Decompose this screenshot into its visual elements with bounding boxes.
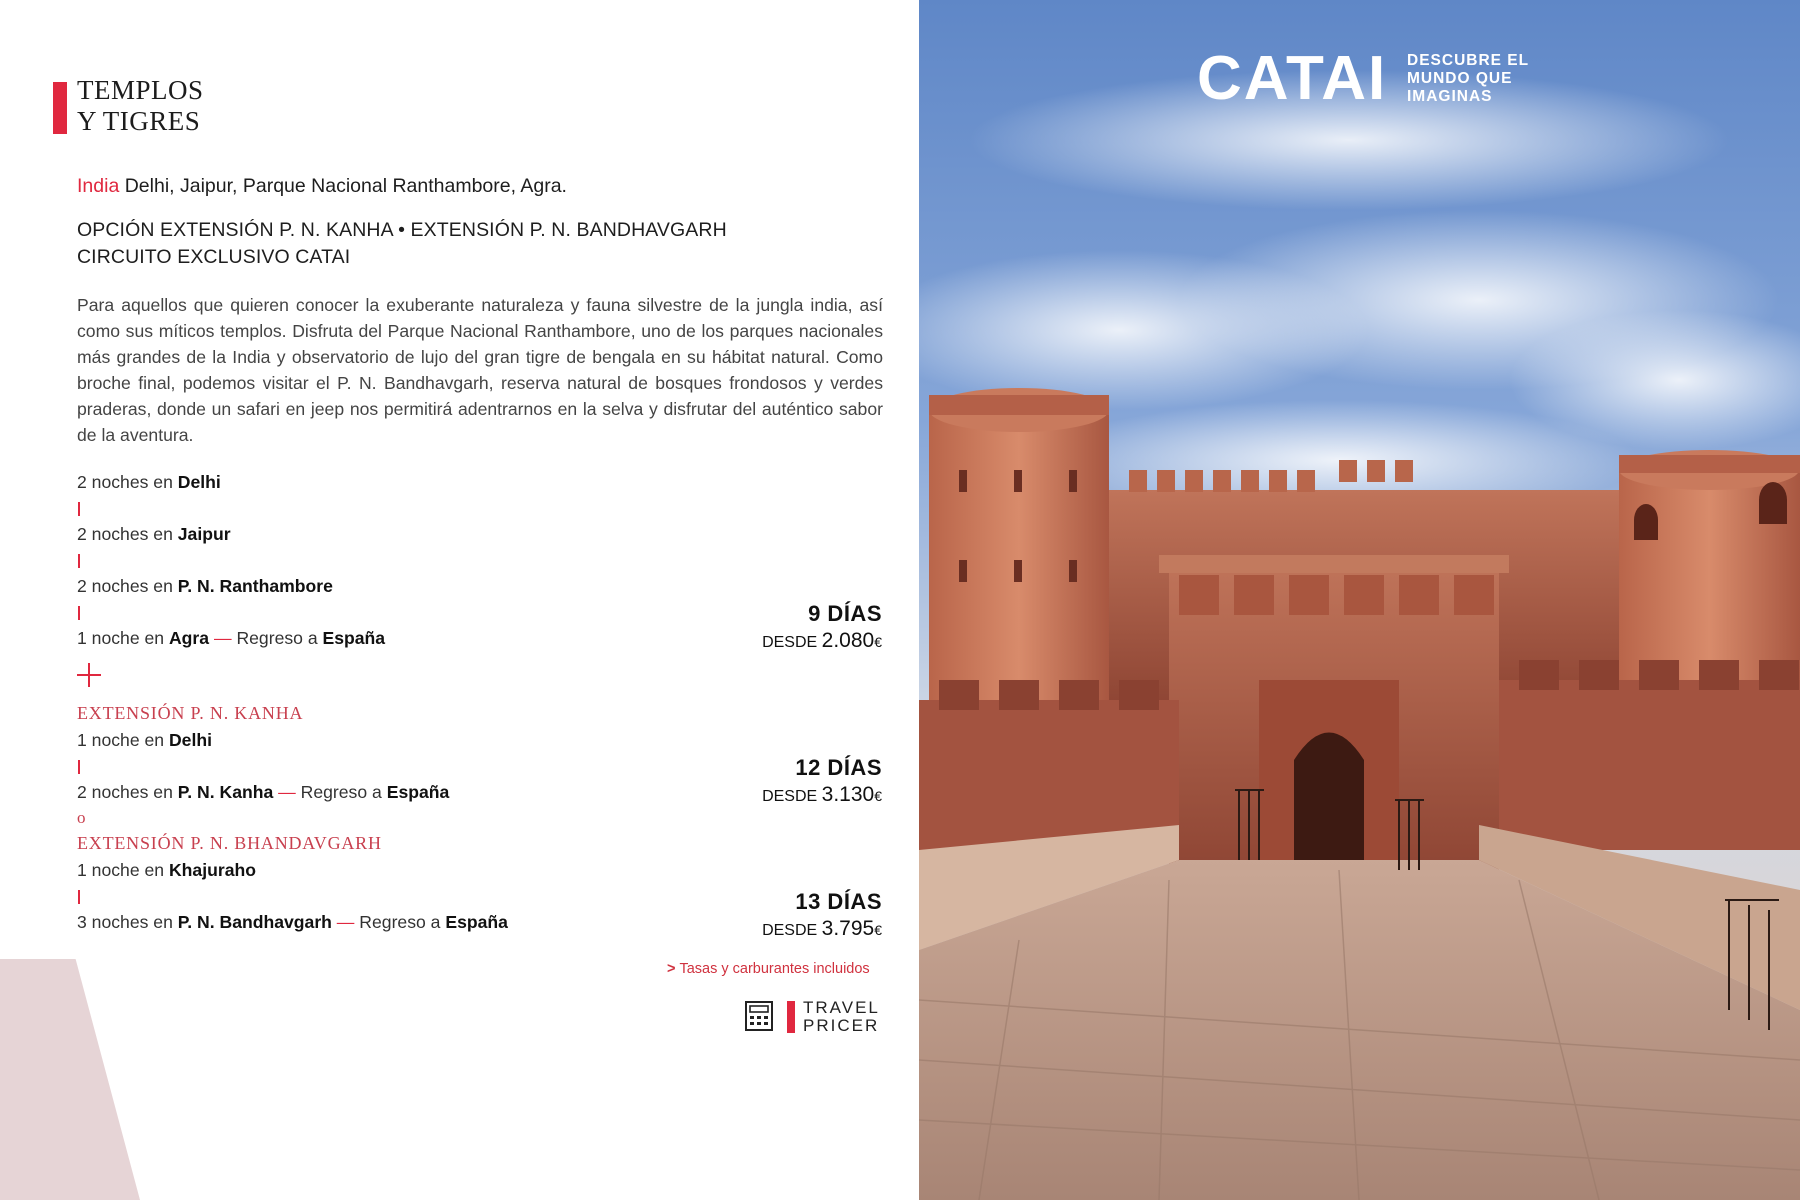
itinerary-separator (78, 606, 80, 620)
fort-photo (919, 0, 1800, 1200)
calculator-icon (745, 1001, 773, 1031)
price-amount: 3.130 (821, 783, 875, 806)
options-heading (77, 217, 727, 271)
catai-wordmark: CATAI (1197, 44, 1388, 113)
extension-bandhavgarh-title: EXTENSIÓN P. N. BHANDAVGARH (77, 833, 382, 853)
itinerary-stop (77, 912, 508, 933)
price-currency: € (874, 634, 882, 650)
itinerary-separator (78, 760, 80, 774)
catai-tagline-line-3: IMAGINAS (1407, 88, 1493, 105)
stop-place: Jaipur (177, 524, 231, 544)
stop-place: Agra (168, 628, 210, 648)
stop-country: España (445, 912, 508, 932)
stop-place: P. N. Kanha (177, 782, 274, 802)
itinerary-stop (77, 730, 212, 751)
stop-dash: — (331, 912, 360, 932)
stop-nights: 3 noches en (77, 912, 178, 932)
price-currency: € (874, 922, 882, 938)
itinerary-stop (77, 524, 231, 545)
price-block (682, 601, 882, 653)
itinerary-separator (78, 502, 80, 516)
travel-pricer-line-2: PRICER (803, 1016, 880, 1035)
price-from-label: DESDE (762, 634, 822, 651)
extension-kanha-title: EXTENSIÓN P. N. KANHA (77, 703, 304, 723)
travel-pricer-wordmark (803, 999, 880, 1035)
page-title (77, 75, 204, 137)
price-block (682, 889, 882, 941)
itinerary-stop (77, 628, 385, 649)
itinerary-stop (77, 860, 256, 881)
options-line-2: CIRCUITO EXCLUSIVO CATAI (77, 246, 351, 268)
itinerary-stop (77, 576, 333, 597)
catai-tagline-line-1: DESCUBRE EL (1407, 52, 1530, 69)
price-amount: 2.080 (821, 629, 875, 652)
stop-return: Regreso a (236, 628, 323, 648)
price-from (682, 917, 882, 941)
taxes-included-link[interactable] (667, 961, 870, 977)
trip-description: Para aquellos que quieren conocer la exuberante naturaleza y fauna silvestre de la jungla india, así como sus míticos templos. Disfruta del Parque Nacional Ranthambore, uno de los parques nacionales más grandes de la India y observatorio de lujo del gran tigre de bengala en su hábitat natural. Como broche final, podemos visitar el P. N. Bandhavgarh, reserva natural de bosques frondosos y verdes praderas, donde un safari en jeep nos permitirá adentrarnos en la selva y disfrutar del auténtico sabor de la aventura. (77, 295, 883, 445)
price-days: 13 DÍAS (795, 889, 882, 914)
stop-place: Delhi (168, 730, 212, 750)
itinerary-separator (78, 890, 80, 904)
stop-place: P. N. Bandhavgarh (177, 912, 332, 932)
stop-nights: 2 noches en (77, 576, 178, 596)
price-from (682, 783, 882, 807)
stop-nights: 2 noches en (77, 782, 178, 802)
title-accent-bar (53, 82, 67, 134)
stop-place: Khajuraho (168, 860, 256, 880)
stop-nights: 1 noche en (77, 628, 169, 648)
travel-pricer-logo[interactable] (745, 999, 881, 1037)
or-label: o (77, 808, 86, 827)
title-line-2: Y TIGRES (77, 106, 201, 136)
stop-return: Regreso a (359, 912, 446, 932)
route-cities: Delhi, Jaipur, Parque Nacional Ranthambore, Agra. (119, 175, 567, 197)
price-amount: 3.795 (821, 917, 875, 940)
travel-pricer-accent-bar (787, 1001, 795, 1033)
options-line-1: OPCIÓN EXTENSIÓN P. N. KANHA • EXTENSIÓN P. N. BANDHAVGARH (77, 219, 727, 241)
red-fort-illustration (919, 0, 1800, 1200)
price-block (682, 755, 882, 807)
price-from-label: DESDE (762, 922, 822, 939)
stop-place: P. N. Ranthambore (177, 576, 333, 596)
itinerary-stop (77, 472, 221, 493)
itinerary-separator (78, 554, 80, 568)
travel-pricer-line-1: TRAVEL (803, 998, 880, 1017)
plus-icon (77, 663, 101, 687)
itinerary-stop (77, 782, 449, 803)
chevron-right-icon: > (667, 961, 676, 977)
stop-nights: 2 noches en (77, 472, 178, 492)
title-line-1: TEMPLOS (77, 75, 204, 105)
catai-tagline-line-2: MUNDO QUE (1407, 70, 1513, 87)
stop-place: Delhi (177, 472, 221, 492)
price-from (682, 629, 882, 653)
price-days: 12 DÍAS (795, 755, 882, 780)
stop-return: Regreso a (300, 782, 387, 802)
route-country: India (77, 175, 120, 197)
stop-nights: 1 noche en (77, 730, 169, 750)
catai-tagline (1407, 52, 1529, 106)
route-line (77, 175, 567, 198)
stop-nights: 2 noches en (77, 524, 178, 544)
stop-dash: — (273, 782, 301, 802)
stop-country: España (322, 628, 386, 648)
price-days: 9 DÍAS (808, 601, 882, 626)
stop-nights: 1 noche en (77, 860, 169, 880)
price-currency: € (874, 788, 882, 804)
stop-dash: — (209, 628, 237, 648)
stop-country: España (386, 782, 450, 802)
decorative-pink-shape (0, 959, 140, 1200)
price-from-label: DESDE (762, 788, 822, 805)
taxes-note-text: Tasas y carburantes incluidos (679, 961, 870, 977)
